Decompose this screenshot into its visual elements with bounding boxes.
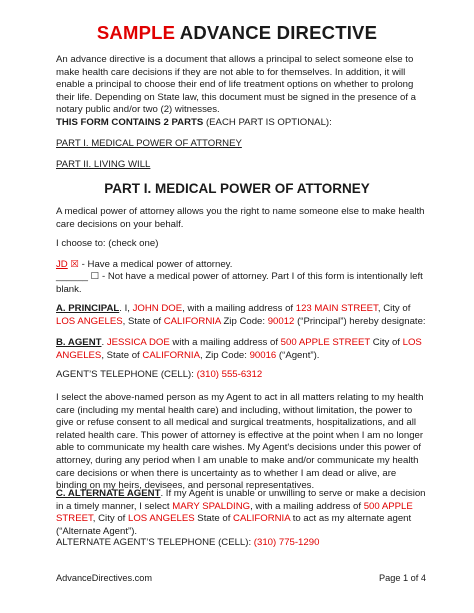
agent-phone-value[interactable]: (310) 555-6312 (196, 369, 263, 380)
principal-text-5: Zip Code: (220, 315, 268, 327)
agent-text-1: . (101, 337, 107, 348)
agent-phone-label: AGENT’S TELEPHONE (CELL): (56, 369, 197, 380)
principal-zip[interactable]: 90012 (267, 315, 295, 327)
agent-label: B. AGENT (56, 337, 102, 348)
part-2-link[interactable]: PART II. LIVING WILL (56, 159, 151, 170)
principal-text-6: (“Principal”) hereby designate: (294, 315, 426, 327)
alternate-agent-name[interactable]: MARY SPALDING (172, 500, 251, 512)
agent-state[interactable]: CALIFORNIA (142, 349, 200, 361)
alternate-text-5: to act as my alternate agent (“Alternate Agent”). (56, 513, 412, 537)
agent-authority-paragraph: I select the above-named person as my Agent to act in all matters relating to my health care (including my mental health care) and including, without limitation, the power to give or refuse consent to all medical and surgical treatments, hospitalizations, and all related health care. This power of attorney is effective at the point when I am no longer able to communicate my health care wishes. My Agent's decisions under this power of attorney, during any period when I am unable to make and/or communicate my health care decisions or when there is uncertainty as to whether I am dead or alive, are binding on my heirs, devisees, and personal representatives. (56, 392, 424, 492)
option-have-text: - Have a medical power of attorney. (79, 259, 233, 270)
agent-city[interactable]: LOS ANGELES (56, 337, 422, 361)
poa-description: A medical power of attorney allows you the right to name someone else to make health care decisions on your behalf. (56, 206, 425, 230)
principal-label: A. PRINCIPAL (56, 303, 120, 314)
agent-name[interactable]: JESSICA DOE (106, 337, 170, 348)
alternate-text-1: . If my Agent is unable or unwilling to serve or make a decision in a timely manner, I select (56, 488, 426, 512)
principal-paragraph (56, 303, 426, 328)
section-heading-medical-poa: PART I. MEDICAL POWER OF ATTORNEY (104, 181, 370, 196)
choose-prompt: I choose to: (check one) (56, 238, 159, 249)
unchecked-box[interactable]: ☐ (88, 271, 100, 282)
option-not-have-text: - Not have a medical power of attorney. Part I of this form is intentionally left blank. (56, 271, 423, 295)
part-1-link[interactable]: PART I. MEDICAL POWER OF ATTORNEY (56, 138, 242, 149)
alternate-phone-label: ALTERNATE AGENT’S TELEPHONE (CELL): (56, 537, 254, 548)
title-rest: ADVANCE DIRECTIVE (175, 22, 378, 43)
initials-blank[interactable]: ______ (56, 271, 89, 282)
footer-site[interactable]: AdvanceDirectives.com (56, 573, 152, 583)
principal-text-4: , State of (122, 315, 164, 327)
principal-text-3: , City of (377, 303, 411, 314)
agent-text-3: City of (370, 337, 403, 348)
alternate-agent-label: C. ALTERNATE AGENT (56, 488, 161, 499)
principal-state[interactable]: CALIFORNIA (163, 315, 221, 327)
agent-text-6: (“Agent”). (276, 349, 320, 361)
agent-street[interactable]: 500 APPLE STREET (280, 337, 371, 348)
agent-paragraph (56, 337, 426, 362)
option-not-have-poa (56, 271, 426, 296)
principal-text-1: . I, (119, 303, 133, 314)
principal-street[interactable]: 123 MAIN STREET (295, 303, 378, 314)
parts-heading-bold: THIS FORM CONTAINS 2 PARTS (56, 117, 204, 128)
title-sample: SAMPLE (96, 22, 176, 43)
checked-box[interactable]: ☒ (67, 259, 80, 270)
agent-text-5: , Zip Code: (199, 349, 250, 361)
alternate-agent-city[interactable]: LOS ANGELES (127, 513, 195, 525)
alternate-phone-value[interactable]: (310) 775-1290 (253, 537, 320, 548)
principal-city[interactable]: LOS ANGELES (56, 315, 123, 327)
intro-paragraph: An advance directive is a document that allows a principal to select someone else to make health care decisions if they are not able to for themselves. In addition, it will enable a principal to choose their end of life treatment options on whether to prolong their life. Depending on State law, this document must be signed in the presence of a notary public and/or two (2) witnesses. (56, 54, 416, 116)
alternate-text-4: State of (194, 513, 234, 525)
alternate-agent-state[interactable]: CALIFORNIA (233, 513, 291, 525)
principal-text-2: , with a mailing address of (182, 303, 296, 314)
option-have-poa (56, 259, 426, 272)
alternate-phone-line (56, 537, 426, 550)
agent-text-2: with a mailing address of (169, 337, 281, 348)
alternate-text-3: , City of (92, 513, 128, 525)
parts-heading (56, 117, 426, 130)
alternate-agent-paragraph (56, 488, 426, 538)
initials-field[interactable]: JD (56, 259, 68, 270)
agent-zip[interactable]: 90016 (249, 349, 277, 361)
agent-phone-line (56, 369, 426, 382)
alternate-agent-street[interactable]: 500 APPLE STREET (56, 500, 413, 525)
alternate-text-2: , with a mailing address of (250, 500, 364, 512)
document-title (0, 22, 474, 44)
agent-text-4: , State of (101, 349, 143, 361)
principal-name[interactable]: JOHN DOE (132, 303, 183, 314)
footer-page-number: Page 1 of 4 (379, 573, 426, 583)
parts-heading-normal: (EACH PART IS OPTIONAL): (203, 117, 332, 128)
